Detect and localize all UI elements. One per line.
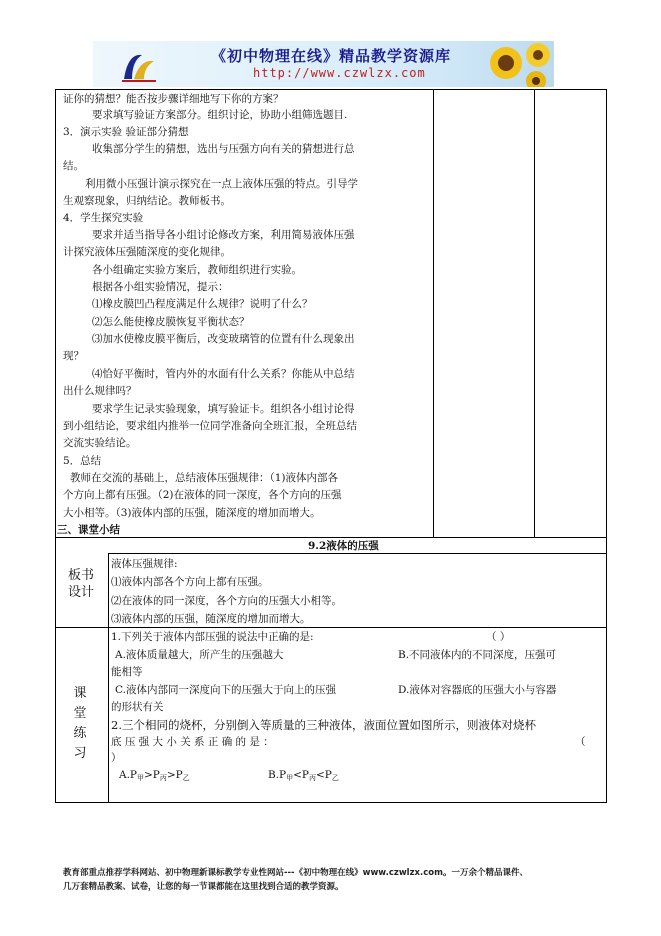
q2-b-p: B.P bbox=[268, 769, 287, 781]
q2-a-op2: >P bbox=[166, 769, 183, 781]
question-2-paren-right: ） bbox=[111, 752, 122, 764]
body-line: 出什么规律吗？ bbox=[63, 385, 137, 397]
board-line: 液体压强规律: bbox=[111, 558, 178, 570]
body-line: 要求填写验证方案部分。组织讨论，协助小组筛选题目. bbox=[92, 109, 348, 121]
q2-option-a bbox=[119, 768, 190, 786]
board-title: 9.2液体的压强 bbox=[308, 540, 379, 552]
body-line: 各小组确定实验方案后，教师组织进行实验。 bbox=[92, 264, 302, 276]
q2-option-b bbox=[268, 768, 339, 786]
body-line: 现？ bbox=[63, 350, 84, 362]
practice-label: 课堂练习 bbox=[73, 686, 87, 761]
row-divider-summary bbox=[55, 537, 607, 538]
body-line: 根据各小组实验情况，提示： bbox=[92, 281, 229, 293]
q2-a-p: A.P bbox=[119, 769, 137, 781]
footer-line-1: 教育部重点推荐学科网站、初中物理新课标教学专业性网站---《初中物理在线》www.czwlzx.com。一万余个精品课件、 bbox=[63, 868, 528, 878]
body-line: 要求并适当指导各小组讨论修改方案，利用简易液体压强 bbox=[92, 229, 355, 241]
sub-yi: 乙 bbox=[182, 774, 190, 782]
body-line: 证你的猜想？能否按步骤详细地写下你的方案？ bbox=[63, 93, 284, 105]
sub-yi: 乙 bbox=[331, 774, 339, 782]
page-footer bbox=[63, 866, 623, 894]
question-2-cont: 底 压 强 大 小 关 系 正 确 的 是 ： bbox=[111, 736, 274, 748]
body-line: ⑵怎么能使橡皮膜恢复平衡状态？ bbox=[92, 316, 250, 328]
body-line: 交流实验结论。 bbox=[63, 437, 137, 449]
sub-bing: 丙 bbox=[159, 774, 167, 782]
question-2-paren-left: （ bbox=[575, 736, 586, 748]
sub-jia: 甲 bbox=[137, 774, 144, 782]
body-line: 结。 bbox=[63, 160, 84, 172]
body-line: 个方向上都有压强。（2)在液体的同一深度，各个方向的压强 bbox=[63, 489, 342, 501]
q1-option-d-cont: 的形状有关 bbox=[111, 701, 164, 713]
body-line: 要求学生记录实验现象，填写验证卡。组织各小组讨论得 bbox=[92, 403, 355, 415]
body-line: 计探究液体压强随深度的变化规律。 bbox=[63, 246, 231, 258]
q1-option-b-cont: 能相等 bbox=[111, 666, 143, 678]
board-line: ⑴液体内部各个方向上都有压强。 bbox=[111, 576, 269, 588]
banner-url[interactable]: http://www.czwlzx.com bbox=[253, 66, 426, 80]
q1-option-a: A.液体质量越大，所产生的压强越大 bbox=[115, 649, 284, 661]
body-line: 5．总结 bbox=[63, 455, 102, 467]
site-logo-icon bbox=[120, 49, 158, 83]
row-divider-practice bbox=[55, 627, 607, 628]
board-line: ⑵在液体的同一深度，各个方向的压强大小相等。 bbox=[111, 595, 342, 607]
q1-option-b: B.不同液体内的不同深度，压强可 bbox=[398, 649, 557, 661]
q1-option-d: D.液体对容器底的压强大小与容器 bbox=[398, 684, 557, 696]
q2-b-op2: <P bbox=[316, 769, 332, 781]
body-line: 到小组结论，要求组内推举一位同学准备向全班汇报，全班总结 bbox=[63, 420, 357, 432]
sub-jia: 甲 bbox=[286, 774, 294, 782]
body-line: 4．学生探究实验 bbox=[63, 212, 144, 224]
q2-b-op1: <P bbox=[293, 769, 309, 781]
body-line: 生观察现象，归纳结论。教师板书。 bbox=[63, 195, 231, 207]
col-divider-2 bbox=[534, 89, 535, 537]
body-line: ⑴橡皮膜凹凸程度满足什么规律？说明了什么？ bbox=[92, 298, 313, 310]
body-line: 教师在交流的基础上，总结液体压强规律：（1)液体内部各 bbox=[70, 472, 339, 484]
body-line: 利用微小压强计演示探究在一点上液体压强的特点。引导学 bbox=[85, 178, 358, 190]
board-label: 板书设计 bbox=[67, 568, 94, 600]
question-1: 1.下列关于液体内部压强的说法中正确的是: bbox=[111, 631, 314, 643]
body-line: ⑶加水使橡皮膜平衡后，改变玻璃管的位置有什么现象出 bbox=[92, 333, 355, 345]
banner-title: 《初中物理在线》精品教学资源库 bbox=[211, 47, 452, 65]
footer-line-2: 几万套精品教案、试卷，让您的每一节课都能在这里找到合适的教学资源。 bbox=[63, 882, 344, 892]
body-line: ⑷恰好平衡时，管内外的水面有什么关系？你能从中总结 bbox=[92, 368, 355, 380]
header-banner bbox=[93, 41, 554, 87]
section-heading-summary: 三、课堂小结 bbox=[57, 524, 120, 536]
col-divider-label bbox=[108, 553, 109, 803]
sub-bing: 丙 bbox=[309, 774, 316, 782]
question-1-answer-blank: （ ） bbox=[486, 631, 511, 643]
q2-a-op1: >P bbox=[144, 769, 160, 781]
board-line: ⑶液体内部的压强，随深度的增加而增大。 bbox=[111, 613, 311, 625]
body-line: 收集部分学生的猜想，选出与压强方向有关的猜想进行总 bbox=[92, 143, 355, 155]
q1-option-c: C.液体内部同一深度向下的压强大于向上的压强 bbox=[115, 684, 336, 696]
body-line: 大小相等。（3)液体内部的压强，随深度的增加而增大。 bbox=[63, 507, 321, 519]
body-line: 3．演示实验 验证部分猜想 bbox=[63, 126, 189, 138]
col-divider-1 bbox=[433, 89, 434, 537]
question-2: 2.三个相同的烧杯，分别倒入等质量的三种液体，液面位置如图所示，则液体对烧杯 bbox=[111, 718, 536, 732]
sunflower-decoration-icon bbox=[476, 41, 554, 87]
